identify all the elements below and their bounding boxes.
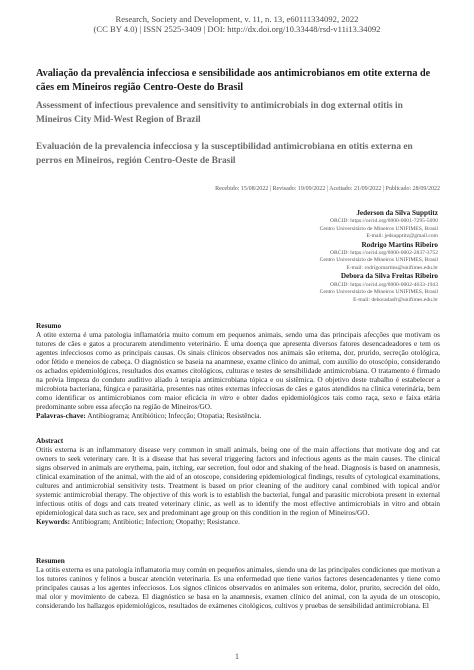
- resumen-body: La otitis externa es una patología inflamatoria muy común en pequeños animales, siendo una de las principales condiciones que motivan a los tutores caninos y felinos a buscar atención veterinaria. Es una enfermedad que tiene varios factores desencadenantes y tiene como principales causas a los agentes infecciosos. Los signos clínicos observados en animales son eritema, dolor, prurito, secreción del oído, mal olor y movimiento de cabeza. El diagnóstico se basa en la anamnesis, examen clínico del animal, con la ayuda de un otoscopio, considerando los hallazgos epidemiológicos, resultados de exámenes citológicos, cultivos y pruebas de sensibilidad antimicrobiana. El: [36, 564, 440, 610]
- author-email[interactable]: E-mail: deboradasfr@unifimes.edu.br: [353, 296, 438, 303]
- author-block: [178, 241, 438, 273]
- author-list: [178, 209, 438, 304]
- resumo-body: [36, 331, 440, 412]
- author-name: Rodrigo Martins Ribeiro: [361, 240, 438, 249]
- keywords-label: Palavras-chave:: [36, 410, 86, 420]
- author-affiliation: Centro Universitário de Mineiros UNIFIMES, Brasil: [319, 289, 438, 296]
- journal-citation: Research, Society and Development, v. 11, n. 13, e60111334092, 2022: [115, 14, 359, 24]
- title-portuguese: Avaliação da prevalência infecciosa e sensibilidade aos antimicrobianos em otite externa de cães em Mineiros região Centro-Oeste do Brasil: [36, 68, 431, 93]
- author-email[interactable]: E-mail: jedsupptitz@gmail.com: [366, 233, 438, 240]
- author-affiliation: Centro Universitário de Mineiros UNIFIMES, Brasil: [319, 225, 438, 232]
- resumen-section: [36, 557, 440, 611]
- author-block: [178, 209, 438, 241]
- resumo-section: [36, 322, 440, 420]
- author-name: Debora da Silva Freitas Ribeiro: [340, 272, 438, 281]
- abstract-section: [36, 437, 440, 527]
- author-email[interactable]: E-mail: rodrigomartins@unifimes.edu.br: [346, 264, 438, 271]
- title-spanish: Evaluación de la prevalencia infecciosa y la susceptibilidad antimicrobiana en otitis externa en perros en Mineiros, región Centro-Oeste de Brasil: [36, 142, 413, 166]
- abstract-keywords: [36, 518, 440, 527]
- abstract-body: Otitis externa is an inflammatory disease very common in small animals, being one of the main affections that motivate dog and cat owners to seek veterinary care. It is a disease that has several triggering factors and infectious agents as the main causes. The clinical signs observed in animals are erythema, pain, itching, ear secretion, foul odor and shaking of the head. Diagnosis is based on anamnesis, clinical examination of the animal, with the aid of an otoscope, considering epidemiological findings, results of cytological examinations, cultures and antimicrobial sensitivity tests. Treatment is based on prior cleaning of the auditory canal combined with topical and/or systemic antimicrobial therapy. The objective of this work is to establish the bacterial, fungal and parasitic microbiota present in external infectious otitis of dogs and cats treated veterinary clinic, as well as to identify the most effective antimicrobials in vitro and obtain epidemiological data such as race, sex and predominant age group on this condition in the region of Mineiros/GO.: [36, 444, 440, 517]
- submission-dates: Recebido: 15/08/2022 | Revisado: 19/09/2022 | Aceitado: 21/09/2022 | Publicado: 28/09/2022: [215, 186, 440, 192]
- keywords-label: Keywords:: [36, 516, 71, 526]
- author-orcid[interactable]: ORCID: https://orcid.org/0000-0002-2837-3752: [329, 249, 438, 256]
- resumo-text-part2: e obter dados epidemiológicos tais como raça, sexo e faixa etária predominante sobre essa afecção na região de Mineiros/GO.: [36, 392, 440, 411]
- resumo-heading: Resumo: [36, 321, 62, 330]
- keywords-text: Antibiograma; Antibiótico; Infecção; Otopatia; Resistência.: [87, 410, 262, 420]
- author-affiliation: Centro Universitário de Mineiros UNIFIMES, Brasil: [319, 257, 438, 264]
- journal-header: [0, 14, 474, 35]
- abstract-heading: Abstract: [36, 436, 64, 445]
- author-orcid[interactable]: ORCID: https://orcid.org/0000-0001-7295-5090: [329, 218, 438, 225]
- author-name: Jederson da Silva Supptitz: [356, 209, 438, 217]
- author-block: [178, 272, 438, 304]
- resumo-text-italic: in vitro: [210, 392, 234, 402]
- page-number: 1: [235, 652, 239, 661]
- journal-license-doi: (CC BY 4.0) | ISSN 2525-3409 | DOI: http://dx.doi.org/10.33448/rsd-v11i13.34092: [93, 24, 381, 35]
- resumo-text-part1: A otite externa é uma patologia inflamatória muito comum em pequenos animais, sendo uma das principais afecções que motivam os tutores de cães e gatos a procurarem atendimento veterinário. É uma doença que apresenta diversos fatores desencadeadores e tem os agentes infecciosos como as principais causas. Os sinais clínicos observados nos animais são eritema, dor, prurido, secreção otológica, odor fétido e meneios de cabeça. O diagnóstico se baseia na anamnese, exame clínico do animal, com auxílio do otoscópio, considerando os achados epidemiológicos, resultados dos exames citológicos, culturas e testes de sensibilidade antimicrobiana. O tratamento é firmado na prévia limpeza do conduto auditivo aliado à terapia antimicrobiana tópica e ou sistêmica. O objetivo deste trabalho é estabelecer a microbiota bacteriana, fúngica e parasitária, presentes nas otites externas infecciosas de cães e gatos atendidos na clínica veterinária, bem como identificar os antimicrobianos com maior eficácia: [36, 329, 440, 402]
- title-english: Assessment of infectious prevalence and sensitivity to antimicrobials in dog external otitis in Mineiros City Mid-West Region of Brazil: [36, 101, 403, 125]
- keywords-text: Antibiogram; Antibiotic; Infection; Otopathy; Resistance.: [71, 516, 240, 526]
- resumo-keywords: [36, 412, 440, 421]
- author-orcid[interactable]: ORCID: https://orcid.org/0000-0002-4633-1943: [329, 281, 438, 288]
- resumen-heading: Resumen: [36, 556, 65, 565]
